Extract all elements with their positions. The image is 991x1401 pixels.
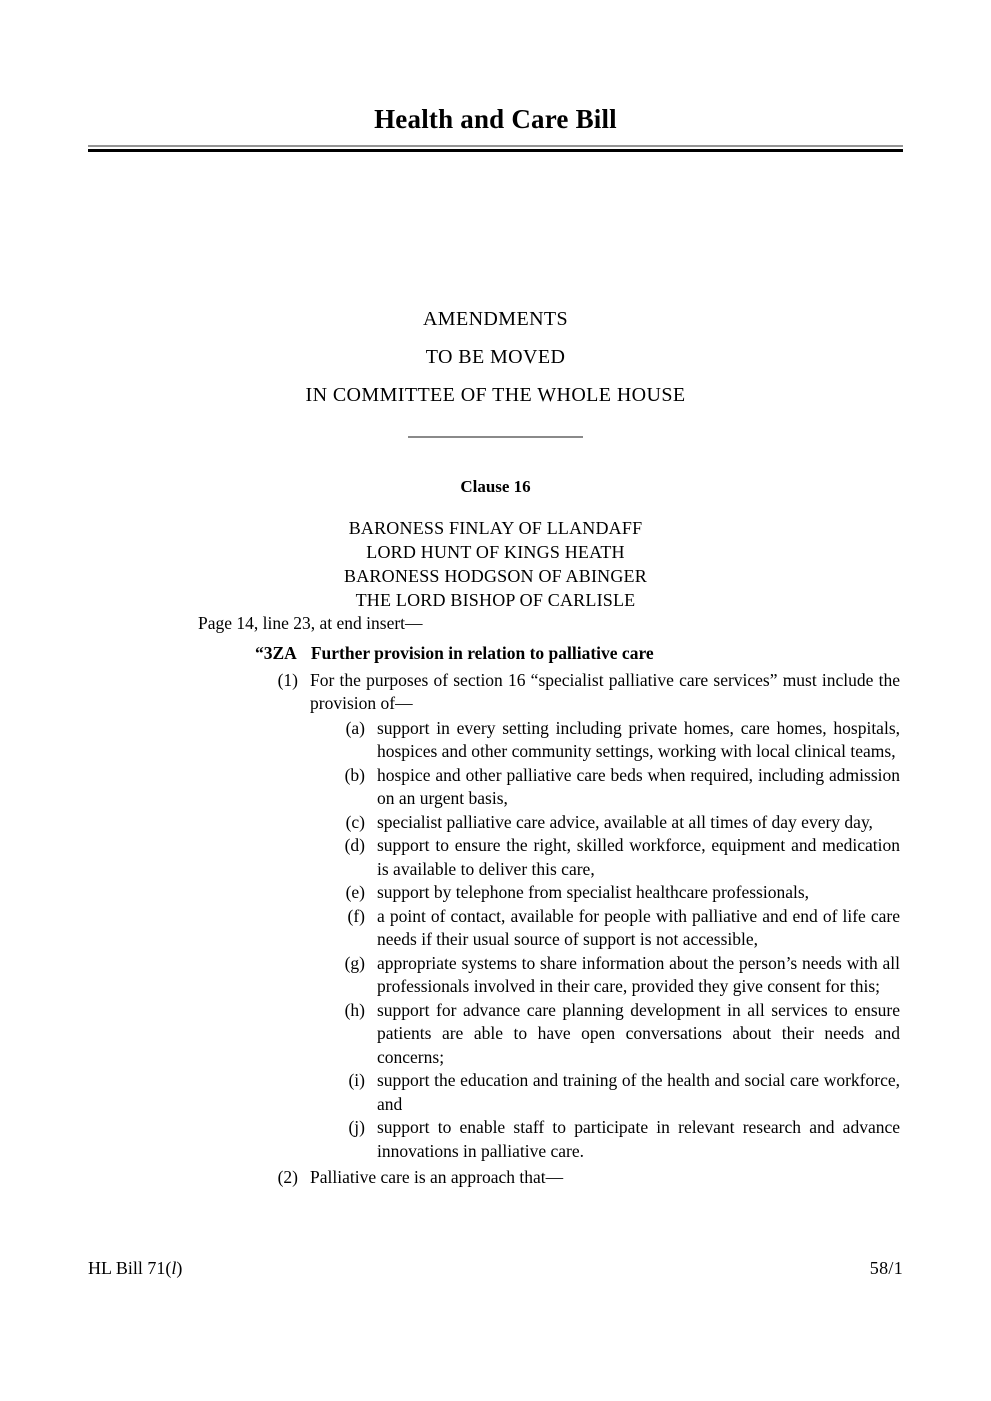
list-item	[333, 717, 900, 764]
list-item-marker: (b)	[344, 764, 365, 785]
list-item-text: support for advance care planning development in all services to ensure patients are able to have open conversations about their needs and concerns;	[377, 999, 900, 1067]
list-item	[333, 1116, 900, 1163]
list-item-text: support to ensure the right, skilled workforce, equipment and medication is available to deliver this care,	[377, 835, 900, 879]
list-item-marker: (a)	[345, 717, 365, 738]
paragraph-text: For the purposes of section 16 “specialist palliative care services” must include the provision of—	[310, 669, 900, 713]
list-item-marker: (i)	[348, 1070, 365, 1090]
list-item	[333, 1069, 900, 1116]
list-item-text: support in every setting including private homes, care homes, hospitals, hospices and other community settings, working with local clinical teams,	[377, 717, 900, 761]
clause-heading: Clause 16	[460, 477, 531, 496]
page-footer	[88, 1258, 903, 1279]
document-header	[88, 103, 903, 152]
list-item-marker: (j)	[348, 1117, 365, 1137]
list-item-marker: (d)	[344, 835, 365, 855]
heading-divider-rule	[408, 436, 583, 438]
list-item-marker: (f)	[347, 905, 365, 926]
sponsor-name: BARONESS FINLAY OF LLANDAFF	[348, 518, 643, 538]
header-rule-thick	[88, 149, 903, 152]
sponsor-name: LORD HUNT OF KINGS HEATH	[366, 542, 625, 562]
list-item	[333, 811, 900, 835]
list-item-text: a point of contact, available for people with palliative and end of life care needs if their usual source of support is not accessible,	[377, 905, 900, 949]
amendment-body	[198, 612, 900, 1190]
list-item-text: support by telephone from specialist healthcare professionals,	[377, 882, 810, 902]
numbered-paragraph	[277, 669, 900, 716]
list-item	[333, 834, 900, 881]
lettered-sublist	[333, 717, 900, 1164]
list-item-text: hospice and other palliative care beds when required, including admission on an urgent basis,	[377, 764, 900, 808]
sponsor-list	[88, 516, 903, 612]
list-item	[333, 881, 900, 905]
page-number: 58/1	[869, 1258, 903, 1278]
sponsor-name: THE LORD BISHOP OF CARLISLE	[355, 590, 636, 610]
amendments-heading-block	[88, 300, 903, 438]
sponsor-name: BARONESS HODGSON OF ABINGER	[344, 566, 647, 586]
heading-line-in-committee: IN COMMITTEE OF THE WHOLE HOUSE	[305, 384, 686, 406]
list-item-marker: (g)	[344, 952, 365, 973]
list-item	[333, 952, 900, 999]
inserted-section-heading	[255, 640, 900, 666]
amendment-lead-line: Page 14, line 23, at end insert—	[198, 613, 423, 633]
bill-reference	[88, 1258, 182, 1279]
bill-reference-suffix: )	[176, 1258, 183, 1278]
list-item-text: support the education and training of the health and social care workforce, and	[377, 1070, 900, 1114]
bill-reference-italic-letter: l	[171, 1258, 177, 1278]
list-item	[333, 764, 900, 811]
list-item-text: appropriate systems to share information about the person’s needs with all professionals involved in their care, provided they give consent for this;	[377, 952, 900, 996]
inserted-section-title: Further provision in relation to palliative care	[310, 642, 654, 663]
list-item-marker: (c)	[345, 811, 365, 832]
list-item-marker: (h)	[344, 999, 365, 1020]
heading-line-to-be-moved: TO BE MOVED	[425, 346, 566, 368]
paragraph-text: Palliative care is an approach that—	[310, 1167, 564, 1187]
bill-reference-prefix: HL Bill 71(	[88, 1258, 172, 1278]
list-item-marker: (e)	[345, 882, 365, 902]
list-item-text: support to enable staff to participate in relevant research and advance innovations in palliative care.	[377, 1117, 900, 1161]
heading-line-amendments: AMENDMENTS	[422, 308, 569, 330]
paragraph-marker: (1)	[277, 669, 298, 690]
heading-divider-wrap	[88, 436, 903, 438]
list-item	[333, 905, 900, 952]
paragraph-marker: (2)	[277, 1167, 298, 1187]
list-item	[333, 999, 900, 1070]
inserted-section-number: “3ZA	[255, 642, 297, 663]
header-double-rule	[88, 145, 903, 152]
numbered-paragraph	[277, 1166, 900, 1190]
list-item-text: specialist palliative care advice, available at all times of day every day,	[377, 811, 873, 832]
page-title: Health and Care Bill	[374, 104, 617, 134]
